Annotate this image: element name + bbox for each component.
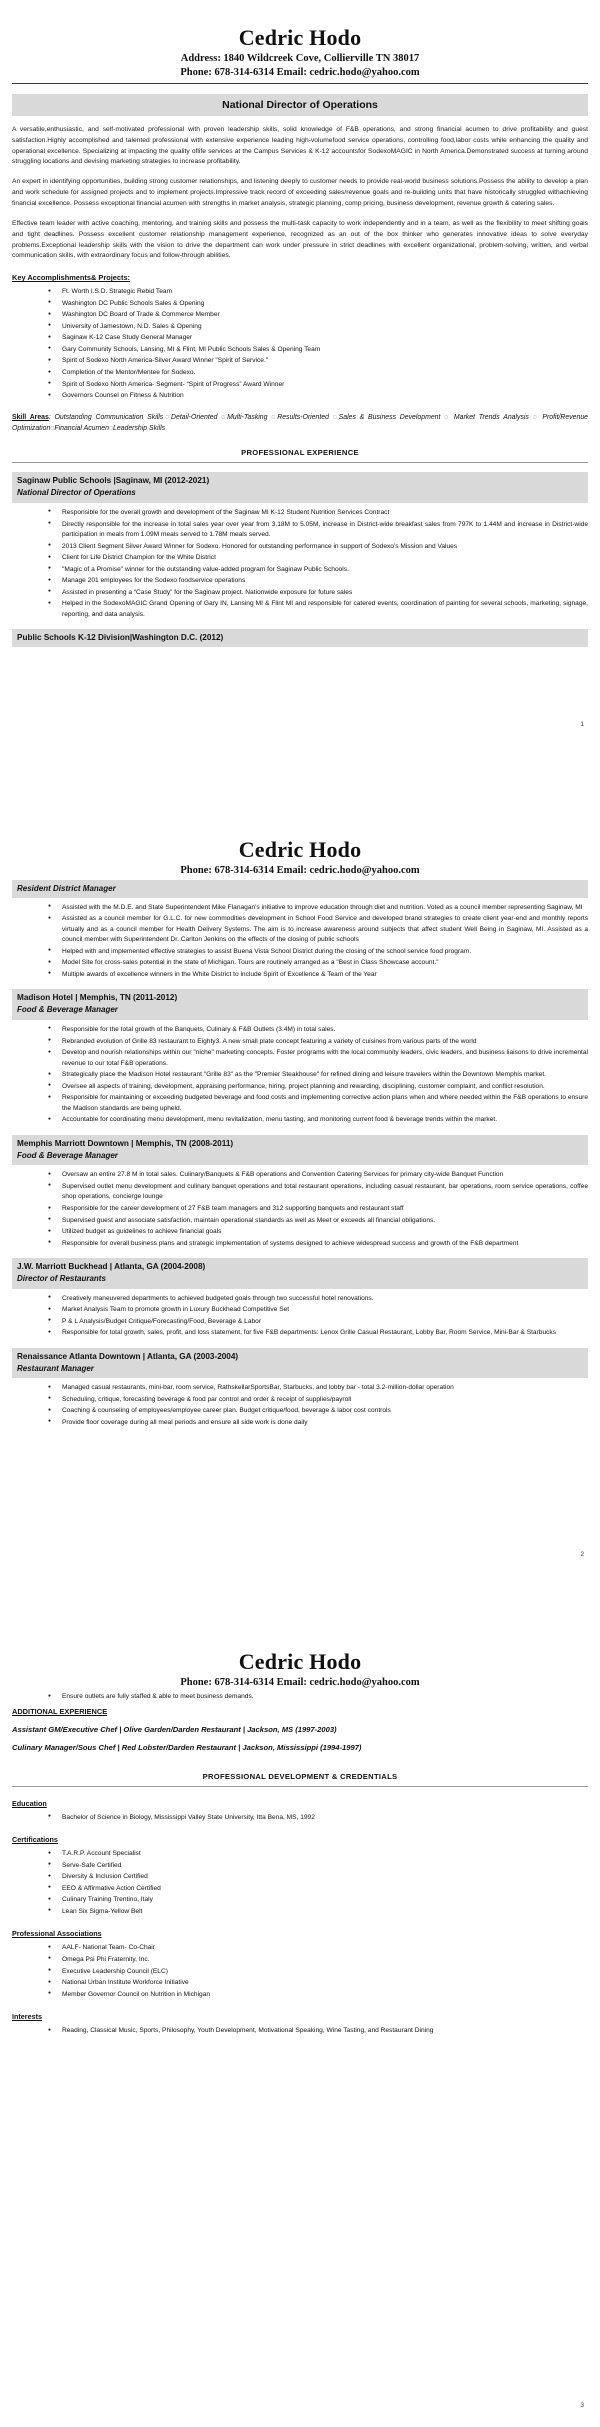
list-item: ● Responsible for the overall growth and development of the Saginaw MI K-12 Student Nutrition Services Contract [48, 508, 588, 519]
list-item: ● Serve-Safe Certified [48, 1861, 588, 1872]
list-item: ● Spirit of Sodexo North America-Silver Award Winner "Spirit of Service." [48, 356, 588, 367]
list-item: ● Assisted in presenting a “Case Study” for the Saginaw project. Nationwide exposure for future sales [48, 588, 588, 599]
list-item: ● Strategically place the Madison Hotel restaurant "Grille 83" as the "Premier Steakhouse" for refined dining and leisure travelers within the Downtown Memphis market. [48, 1070, 588, 1081]
page-title: Cedric Hodo [238, 25, 362, 50]
list-item: ● Responsible for the total growth of the Banquets, Culinary & F&B Outlets (3.4M) in total sales. [48, 1025, 588, 1036]
list-item: ● Helped with and implemented effective strategies to assist Buena Vista School District during the closing of the school service food program. [48, 947, 588, 958]
list-item: ● Lean Six Sigma-Yellow Belt [48, 1907, 588, 1918]
list-item: ● Diversity & Inclusion Certified [48, 1872, 588, 1883]
certifications-heading: Certifications [12, 1835, 58, 1845]
skill-areas-text: : Outstanding Communication Skills◌Detail-Oriented ◌Multi-Tasking ◌Results-Oriented ◌Sales & Business Development ◌ Market Trends Analysis ◌ Profit/Revenue Optimization◌Financial Acumen◌Leadership Skills [12, 413, 588, 432]
skill-areas-label: Skill Areas [12, 413, 49, 421]
list-item: ● Gary Community Schools, Lansing, MI & Flint, MI Public Schools Sales & Opening Team [48, 345, 588, 356]
list-item: ● Helped in the SodexoMAGIC Grand Opening of Gary IN, Lansing MI & Flint MI and responsible for catered events, coordination of painting for several schools, marketing, signage, reporting, and data analysis. [48, 599, 588, 620]
resume-page-3 [0, 1650, 600, 2427]
interests-heading: Interests [12, 2012, 42, 2022]
list-item: ● Directly responsible for the increase in total sales year over year from 3.18M to 5.05M, increase in District-wide breakfast sales from 797K to 1.44M and increase in District-wide participation in meals from 1.09M meals served to 1.78M meals served. [48, 520, 588, 541]
list-item: ● Governors Counsel on Fitness & Nutrition [48, 391, 588, 402]
list-item: ● Assisted with the M.D.E. and State Superintendent Mike Flanagan's initiative to improve education through diet and nutrition. Voted as a council member representing Saginaw, MI [48, 903, 588, 914]
list-item: ● Responsible for total growth, sales, profit, and loss statement, for five F&B departments: Lenox Grille Casual Restaurant, Lobby Bar, Room Service, Mini-Bar & Starbucks [48, 1328, 588, 1339]
list-item: ● Washington DC Board of Trade & Commerce Member [48, 310, 588, 321]
page3-top-bullets [12, 1692, 588, 1703]
job-role: Resident District Manager [17, 884, 116, 894]
job-header-jw-marriott [12, 1258, 588, 1288]
list-item: ● Client for Life District Champion for the White District [48, 553, 588, 564]
job-bullets-resident-district-manager [12, 903, 588, 981]
list-item: ● Develop and nourish relationships within our "niche" marketing concepts. Foster programs with the local community leaders, civic leaders, and business liaisons to drive incremental revenue to our total F&B operations. [48, 1048, 588, 1069]
list-item: ● Reading, Classical Music, Sports, Philosophy, Youth Development, Motivational Speaking, Wine Tasting, and Restaurant Dining [48, 2026, 588, 2037]
page-number: 3 [580, 2402, 584, 2409]
page-number: 1 [580, 721, 584, 728]
job-bullets-renaissance-atlanta [12, 1383, 588, 1428]
list-item: ● Rebranded evolution of Grille 83 restaurant to Eighty3. A new small plate concept featuring a variety of cuisines from various parts of the world [48, 1037, 588, 1048]
job-header-madison-hotel [12, 989, 588, 1019]
list-item: ● University of Jamestown, N.D. Sales & Opening [48, 322, 588, 333]
list-item: ● Accountable for coordinating menu development, menu revitalization, menu tasting, and monitoring current food & beverage trends within the market. [48, 1115, 588, 1126]
list-item: ● Multiple awards of excellence winners in the White District to include Spirit of Excellence & Team of the Year [48, 970, 588, 981]
job-role: National Director of Operations [17, 488, 136, 498]
list-item: ● Coaching & counseling of employees/employee career plan. Budget critique/food, beverage & labor cost controls [48, 1406, 588, 1417]
job-bullets-memphis-marriott [12, 1170, 588, 1249]
professional-experience-title: PROFESSIONAL EXPERIENCE [241, 448, 359, 458]
section-divider [12, 1786, 588, 1787]
resume-page-1 [0, 26, 600, 802]
list-item: ● Omega Psi Phi Fraternity, Inc. [48, 1955, 588, 1966]
list-item: ● EEO & Affirmative Action Certified [48, 1884, 588, 1895]
list-item: ● Supervised outlet menu development and culinary banquet operations and total restaurant operations, including casual restaurant, bar operations, room service operations, coffee shop operations, concierge lounge [48, 1182, 588, 1203]
list-item: ● Executive Leadership Council (ELC) [48, 1967, 588, 1978]
key-accomplishments-list [12, 287, 588, 401]
job-bullets-saginaw [12, 508, 588, 620]
list-item: ● P & L Analysis/Budget Critique/Forecasting/Food, Beverage & Labor [48, 1317, 588, 1328]
headline-band: National Director of Operations [12, 94, 588, 116]
job-org: Renaissance Atlanta Downtown | Atlanta, GA (2003-2004) [17, 1351, 239, 1361]
list-item: ● Ensure outlets are fully staffed & able to meet business demands. [48, 1692, 588, 1703]
list-item: ● 2013 Client Segment Silver Award Winner for Sodexo. Honored for outstanding performance in support of Sodexo’s Mission and Values [48, 542, 588, 553]
list-item: ● Responsible for overall business plans and strategic implementation of systems designed to achieve widespread success and growth of the F&B department [48, 1239, 588, 1250]
header-divider [12, 83, 588, 84]
job-bullets-jw-marriott [12, 1294, 588, 1339]
education-list [12, 1813, 588, 1824]
list-item: ● Market Analysis Team to promote growth in Luxury Buckhead Competitive Set [48, 1305, 588, 1316]
job-header-dc [12, 629, 588, 647]
list-item: ● Supervised guest and associate satisfaction, maintain operational standards as well as Meet or exceeds all financial obligations. [48, 1216, 588, 1227]
list-item: ● Managed casual restaurants, mini-bar, room service, RathskellarSportsBar, Starbucks, and lobby bar - total 3.2-million-dollar operation [48, 1383, 588, 1394]
job-header-saginaw [12, 472, 588, 502]
list-item: ● Responsible for maintaining or exceeding budgeted beverage and food costs and implementing corrective action plans when and where needed within the F&B operations to ensure the Madison standards are being upheld. [48, 1093, 588, 1114]
key-accomplishments-heading: Key Accomplishments& Projects: [12, 273, 131, 283]
list-item: ● Provide floor coverage during all meal periods and ensure all side work is done daily [48, 1418, 588, 1429]
list-item: ● Ft. Worth I.S.D. Strategic Rebid Team [48, 287, 588, 298]
additional-role-2: Culinary Manager/Sous Chef | Red Lobster/Darden Restaurant | Jackson, Mississippi (1994-1997) [12, 1742, 362, 1752]
section-divider [12, 462, 588, 463]
phone-email-line: Phone: 678-314-6314 Email: cedric.hodo@yahoo.com [180, 865, 420, 877]
certifications-list [12, 1849, 588, 1917]
job-role: Food & Beverage Manager [17, 1005, 118, 1015]
job-role: Food & Beverage Manager [17, 1150, 118, 1160]
list-item: ● Oversee all aspects of training, development, appraising performance, hiring, project planning and rewarding, disciplining, customer complaint, and conflict resolution. [48, 1082, 588, 1093]
phone-email-line: Phone: 678-314-6314 Email: cedric.hodo@yahoo.com [180, 1677, 420, 1689]
summary-paragraph-1: A versatile,enthusiastic, and self-motivated professional with proven leadership skills, solid knowledge of F&B operations, and strong financial acumen to drive profitability and guest satisfaction.Highly accomplished and talented professional with extensive experience leading high-volumefood service operations, controlling food,labor costs while enhancing the quality and operational excellence. Specializing at impacting the quality oflife services at the Campus Services & K-12 accountsfor SodexoMAGIC in North America.Demonstrated success at turning around struggling locations and devising marketing strategies to increase profitability. [12, 125, 588, 166]
skill-areas-line [12, 413, 588, 435]
list-item: ● Washington DC Public Schools Sales & Opening [48, 299, 588, 310]
list-item: ● Assisted as a council member for G.L.C. for new commodities development in School Food Service and developed brand strategies to create client year-end and monthly reports virtually and as a council member for Health Delivery Systems. The aim is to increase awareness around subjects that affect student Well Being in Saginaw, MI. Assisted as a council member with Superintendent Dr. Carlton Jenkins on the effects of the closing of public schools [48, 914, 588, 946]
list-item: ● Model Site for cross-sales potential in the state of Michigan. Tours are routinely arranged as a "Best in Class Showcase account." [48, 958, 588, 969]
job-role: Restaurant Manager [17, 1363, 94, 1373]
list-item: ● AALF- National Team- Co-Chair [48, 1943, 588, 1954]
job-org: Memphis Marriott Downtown | Memphis, TN (2008-2011) [17, 1138, 234, 1148]
list-item: ● Scheduling, critique, forecasting beverage & food par control and order & receipt of supplies/payroll [48, 1395, 588, 1406]
list-item: ● Utilized budget as guidelines to achieve financial goals [48, 1227, 588, 1238]
education-heading: Education [12, 1798, 47, 1808]
list-item: ● Saginaw K-12 Case Study General Manager [48, 333, 588, 344]
additional-role-1: Assistant GM/Executive Chef | Olive Garden/Darden Restaurant | Jackson, MS (1997-2003) [12, 1724, 337, 1734]
list-item: ● Culinary Training Trentino, Italy [48, 1895, 588, 1906]
list-item: ● Spirit of Sodexo North America- Segment- “Spirit of Progress” Award Winner [48, 380, 588, 391]
interests-list [12, 2026, 588, 2037]
page-number: 2 [580, 1551, 584, 1558]
list-item: ● Completion of the Mentor/Mentee for Sodexo. [48, 368, 588, 379]
professional-associations-heading: Professional Associations [12, 1929, 102, 1939]
page-title: Cedric Hodo [238, 837, 362, 862]
additional-experience-heading: ADDITIONAL EXPERIENCE [12, 1706, 108, 1716]
summary-paragraph-3: Effective team leader with active coaching, mentoring, and training skills and possess the multi-task capacity to work independently and in a team, as well as the flexibility to meet shifting goals and tight deadlines. Possess excellent customer relationship management experience, recognized as an out of the box thinker who generates innovative ideas to solve everyday problems.Exceptional leadership skills with the vision to drive the department can work under pressure in strict deadlines with excellent organizational, problem-solving, written, and verbal communication skills, with extraordinary focus and follow-through abilities. [12, 219, 588, 260]
job-org: Madison Hotel | Memphis, TN (2011-2012) [17, 993, 178, 1003]
job-org: Saginaw Public Schools |Saginaw, MI (2012-2021) [17, 476, 210, 486]
development-credentials-title: PROFESSIONAL DEVELOPMENT & CREDENTIALS [202, 1771, 398, 1781]
job-header-renaissance-atlanta [12, 1348, 588, 1378]
job-org: J.W. Marriott Buckhead | Atlanta, GA (2004-2008) [17, 1262, 206, 1272]
job-role: Director of Restaurants [17, 1274, 106, 1284]
list-item: ● National Urban Institute Workforce Initiative [48, 1978, 588, 1989]
job-org: Public Schools K-12 Division|Washington D.C. (2012) [17, 633, 224, 643]
address-line: Address: 1840 Wildcreek Cove, Collierville TN 38017 [180, 53, 420, 65]
job-header-memphis-marriott [12, 1135, 588, 1165]
phone-email-line: Phone: 678-314-6314 Email: cedric.hodo@yahoo.com [180, 67, 420, 79]
list-item: ● Member Governor Council on Nutrition in Michigan [48, 1990, 588, 2001]
job-header-resident-district-manager [12, 880, 588, 898]
list-item: ● "Magic of a Promise" winner for the outstanding value-added program for Saginaw Public Schools. [48, 565, 588, 576]
list-item: ● Oversaw an entire 27.8 M in total sales. Culinary/Banquets & F&B operations and Convention Catering Services for primary city-wide Banquet Function [48, 1170, 588, 1181]
list-item: ● T.A.R.P. Account Specialist [48, 1849, 588, 1860]
list-item: ● Creatively maneuvered departments to achieved budgeted goals through two successful hotel renovations. [48, 1294, 588, 1305]
resume-page-2 [0, 838, 600, 1614]
list-item: ● Manage 201 employees for the Sodexo foodservice operations [48, 576, 588, 587]
page-title: Cedric Hodo [238, 1649, 362, 1674]
summary-paragraph-2: An expert in identifying opportunities, building strong customer relationships, and listening deeply to customer needs to provide real-world business solutions.Possess the ability to develop a plan and work schedule for assigned projects and to implement projects.Impressive track record of exceeding sales/revenue goals and re-building units that have historically struggled withachieving financial excellence. Possess exceptional financial acumen with strengths in market analysis, strategic planning, comp pricing, business development, revenue growth & catering sales. [12, 178, 588, 207]
job-bullets-madison-hotel [12, 1025, 588, 1126]
professional-associations-list [12, 1943, 588, 2000]
list-item: ● Bachelor of Science in Biology, Mississippi Valley State University, Itta Bena, MS, 1992 [48, 1813, 588, 1824]
list-item: ● Responsible for the career development of 27 F&B team managers and 312 supporting banquets and restaurant staff [48, 1204, 588, 1215]
